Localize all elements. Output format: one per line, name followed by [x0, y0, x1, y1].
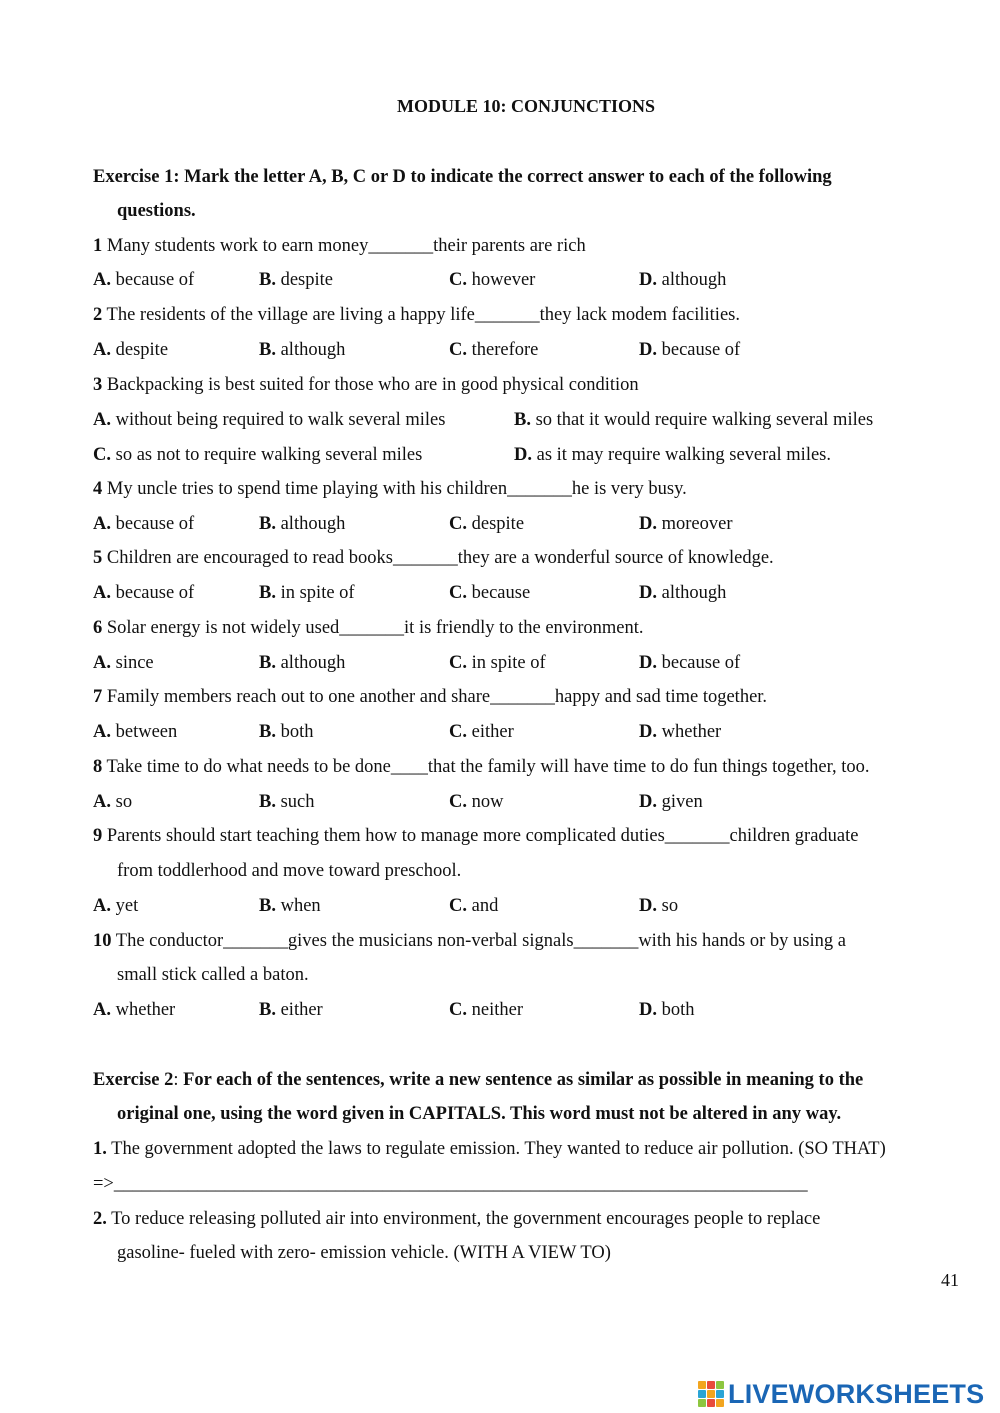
option-b[interactable]: B. such [259, 792, 315, 812]
question-number: 4 [93, 479, 103, 499]
option-d[interactable]: D. so [639, 896, 679, 916]
option-d[interactable]: D. because of [639, 340, 741, 360]
option-b[interactable]: B. despite [259, 270, 333, 290]
option-d[interactable]: D. although [639, 270, 727, 290]
item-number: 1. [93, 1139, 107, 1159]
question-text: Parents should start teaching them how to manage more complicated duties_______children graduate [106, 826, 859, 846]
option-c[interactable]: C. either [449, 722, 514, 742]
option-c[interactable]: C. because [449, 583, 531, 603]
question-1 [93, 236, 586, 257]
question-number: 5 [93, 548, 103, 568]
item-text: The government adopted the laws to regulate emission. They wanted to reduce air pollution. (SO THAT) [111, 1139, 886, 1159]
option-d[interactable]: D. given [639, 792, 703, 812]
option-a[interactable]: A. because of [93, 583, 195, 603]
question-10 [93, 931, 846, 952]
exercise-1-instruction [93, 167, 832, 188]
option-a[interactable]: A. without being required to walk several miles [93, 410, 446, 430]
option-b[interactable]: B. so that it would require walking several miles [514, 410, 874, 430]
question-number: 6 [93, 618, 103, 638]
item-text: To reduce releasing polluted air into environment, the government encourages people to replace [111, 1209, 821, 1229]
question-number: 3 [93, 375, 103, 395]
item-number: 2. [93, 1209, 107, 1229]
exercise-2-label: Exercise 2 [93, 1070, 174, 1090]
option-a[interactable]: A. because of [93, 270, 195, 290]
option-d[interactable]: D. moreover [639, 514, 733, 534]
option-b[interactable]: B. both [259, 722, 314, 742]
option-c[interactable]: C. so as not to require walking several miles [93, 445, 423, 465]
question-5 [93, 548, 774, 569]
option-a[interactable]: A. whether [93, 1000, 176, 1020]
question-8 [93, 757, 870, 778]
answer-line[interactable]: =>___________________________________________________________________________ [93, 1174, 808, 1194]
option-b[interactable]: B. although [259, 653, 346, 673]
option-b[interactable]: B. although [259, 340, 346, 360]
exercise-2-instruction-text: For each of the sentences, write a new sentence as similar as possible in meaning to the [183, 1070, 864, 1090]
option-b[interactable]: B. although [259, 514, 346, 534]
option-d[interactable]: D. both [639, 1000, 695, 1020]
option-c[interactable]: C. therefore [449, 340, 539, 360]
question-number: 10 [93, 931, 112, 951]
option-b[interactable]: B. in spite of [259, 583, 355, 603]
question-text: Take time to do what needs to be done____that the family will have time to do fun things together, too. [106, 757, 870, 777]
question-number: 2 [93, 305, 103, 325]
question-9 [93, 826, 858, 847]
option-c[interactable]: C. and [449, 896, 499, 916]
option-d[interactable]: D. although [639, 583, 727, 603]
question-number: 7 [93, 687, 103, 707]
question-number: 1 [93, 236, 103, 256]
option-b[interactable]: B. when [259, 896, 321, 916]
question-text: Children are encouraged to read books_______they are a wonderful source of knowledge. [106, 548, 774, 568]
option-a[interactable]: A. since [93, 653, 154, 673]
option-c[interactable]: C. neither [449, 1000, 523, 1020]
rewrite-item-2 [93, 1209, 820, 1230]
option-a[interactable]: A. so [93, 792, 133, 812]
option-b[interactable]: B. either [259, 1000, 323, 1020]
exercise-1-label: Exercise 1: [93, 167, 180, 187]
option-a[interactable]: A. yet [93, 896, 139, 916]
question-6 [93, 618, 643, 639]
option-c[interactable]: C. now [449, 792, 504, 812]
option-a[interactable]: A. because of [93, 514, 195, 534]
question-number: 8 [93, 757, 103, 777]
question-text: Backpacking is best suited for those who are in good physical condition [106, 375, 639, 395]
brand-text: LIVEWORKSHEETS [728, 1378, 985, 1409]
option-d[interactable]: D. whether [639, 722, 722, 742]
liveworksheets-logo [697, 1378, 984, 1410]
question-4 [93, 479, 687, 500]
question-7 [93, 687, 767, 708]
question-10-cont: small stick called a baton. [117, 965, 309, 985]
option-c[interactable]: C. despite [449, 514, 525, 534]
question-text: The residents of the village are living a happy life_______they lack modem facilities. [106, 305, 740, 325]
page-title: MODULE 10: CONJUNCTIONS [396, 96, 655, 116]
question-2 [93, 305, 740, 326]
page-number: 41 [941, 1270, 959, 1290]
liveworksheets-icon [697, 1380, 725, 1408]
question-9-cont: from toddlerhood and move toward preschool. [117, 861, 462, 881]
rewrite-item-2-cont: gasoline- fueled with zero- emission vehicle. (WITH A VIEW TO) [117, 1243, 611, 1263]
option-a[interactable]: A. despite [93, 340, 169, 360]
exercise-1-instruction-text: Mark the letter A, B, C or D to indicate the correct answer to each of the following [184, 167, 832, 187]
question-text: The conductor_______gives the musicians non-verbal signals_______with his hands or by using a [115, 931, 846, 951]
question-text: Many students work to earn money_______their parents are rich [106, 236, 586, 256]
question-number: 9 [93, 826, 103, 846]
question-text: Solar energy is not widely used_______it is friendly to the environment. [106, 618, 644, 638]
option-c[interactable]: C. however [449, 270, 536, 290]
question-text: My uncle tries to spend time playing with his children_______he is very busy. [106, 479, 687, 499]
option-d[interactable]: D. as it may require walking several miles. [514, 445, 831, 465]
option-d[interactable]: D. because of [639, 653, 741, 673]
exercise-2-instruction-cont: original one, using the word given in CAPITALS. This word must not be altered in any way. [117, 1104, 842, 1124]
option-c[interactable]: C. in spite of [449, 653, 546, 673]
exercise-1-instruction-cont: questions. [117, 201, 196, 221]
rewrite-item-1 [93, 1139, 886, 1160]
question-3 [93, 375, 639, 396]
exercise-2-instruction: Exercise 2: For each of the sentences, write a new sentence as similar as possible in meaning to the [93, 1070, 864, 1090]
option-a[interactable]: A. between [93, 722, 178, 742]
question-text: Family members reach out to one another and share_______happy and sad time together. [106, 687, 768, 707]
